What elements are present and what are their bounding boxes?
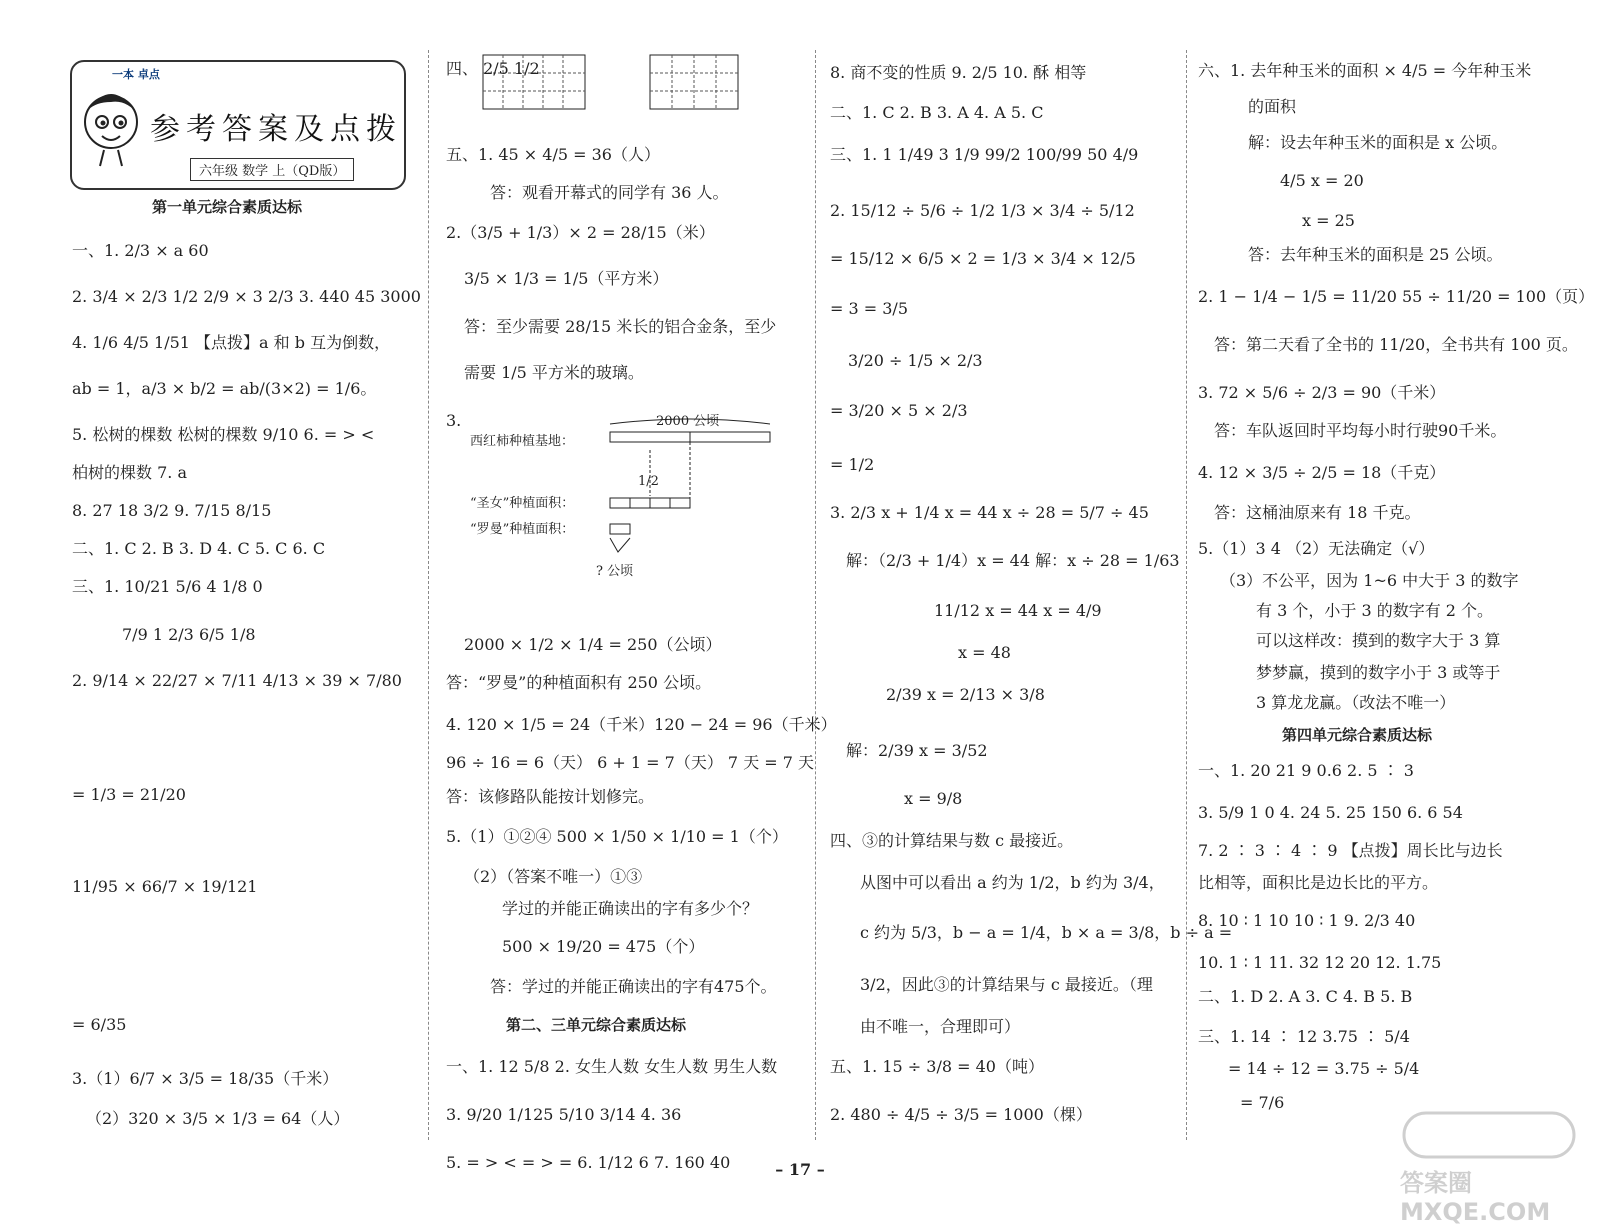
answer-line: 有 3 个，小于 3 的数字有 2 个。 bbox=[1256, 601, 1494, 620]
answer-line: = 14 ÷ 12 = 3.75 ÷ 5/4 bbox=[1228, 1059, 1420, 1078]
answer-line: 5. 松树的棵数 松树的棵数 9/10 6. = > < bbox=[72, 425, 375, 444]
answer-line: c 约为 5/3，b − a = 1/4，b × a = 3/8，b ÷ a = bbox=[860, 923, 1233, 942]
page-number: – 17 – bbox=[775, 1160, 825, 1179]
answer-line: 答：学过的并能正确读出的字有475个。 bbox=[490, 977, 777, 996]
answer-line: 3 算龙龙赢。（改法不唯一） bbox=[1256, 693, 1456, 712]
answer-line: = 7/6 bbox=[1240, 1093, 1285, 1112]
answer-line: 的面积 bbox=[1248, 97, 1297, 116]
answer-line: 8. 商不变的性质 9. 2/5 10. 酥 相等 bbox=[830, 63, 1087, 82]
diagram-half: 1/2 bbox=[638, 474, 659, 489]
answer-line: 4. 1/6 4/5 1/51 【点拨】a 和 b 互为倒数， bbox=[72, 333, 391, 352]
answer-line: x = 25 bbox=[1302, 211, 1355, 230]
watermark-badge-icon bbox=[1400, 1105, 1590, 1165]
answer-line: 解：（2/3 + 1/4）x = 44 解：x ÷ 28 = 1/63 bbox=[846, 551, 1180, 570]
answer-line: ab = 1，a/3 × b/2 = ab/(3×2) = 1/6。 bbox=[72, 379, 377, 398]
answer-line: 8. 27 18 3/2 9. 7/15 8/15 bbox=[72, 501, 272, 520]
answer-line: 4. 12 × 3/5 ÷ 2/5 = 18（千克） bbox=[1198, 463, 1446, 482]
answer-line: 需要 1/5 平方米的玻璃。 bbox=[464, 363, 644, 382]
answer-line: = 3 = 3/5 bbox=[830, 299, 908, 318]
answer-line: 答：这桶油原来有 18 千克。 bbox=[1214, 503, 1421, 522]
brand-logo: 一本 卓点 bbox=[112, 68, 160, 81]
answer-line: 3. 2/3 x + 1/4 x = 44 x ÷ 28 = 5/7 ÷ 45 bbox=[830, 503, 1149, 522]
answer-line: 三、1. 1 1/49 3 1/9 99/2 100/99 50 4/9 bbox=[830, 145, 1139, 164]
diagram-row-3: “罗曼”种植面积： bbox=[470, 522, 575, 537]
section-title: 第一单元综合素质达标 bbox=[152, 198, 303, 216]
answer-line: 3.（1）6/7 × 3/5 = 18/35（千米） bbox=[72, 1069, 339, 1088]
answer-line: 解：设去年种玉米的面积是 x 公顷。 bbox=[1248, 133, 1508, 152]
answer-line: 5.（1）①②④ 500 × 1/50 × 1/10 = 1（个） bbox=[446, 827, 788, 846]
answer-line: = 3/20 × 5 × 2/3 bbox=[830, 401, 968, 420]
column-3 bbox=[830, 50, 1233, 1140]
answer-line: 8. 10 ∶ 1 10 10 ∶ 1 9. 2/3 40 bbox=[1198, 911, 1416, 930]
answer-line: 3/5 × 1/3 = 1/5（平方米） bbox=[464, 269, 669, 288]
answer-line: 答：车队返回时平均每小时行驶90千米。 bbox=[1214, 421, 1507, 440]
answer-line: 4. 120 × 1/5 = 24（千米）120 − 24 = 96（千米） bbox=[446, 715, 837, 734]
answer-line: 2.（3/5 + 1/3）× 2 = 28/15（米） bbox=[446, 223, 715, 242]
answer-line: x = 9/8 bbox=[904, 789, 963, 808]
answer-line: = 6/35 bbox=[72, 1015, 127, 1034]
answer-line: 可以这样改：摸到的数字大于 3 算 bbox=[1256, 631, 1501, 650]
answer-line: 5.（1）3 4 （2）无法确定（√） bbox=[1198, 539, 1435, 558]
answer-line: 2/39 x = 2/13 × 3/8 bbox=[886, 685, 1045, 704]
answer-line: 4/5 x = 20 bbox=[1280, 171, 1364, 190]
banner-title: 参考答案及点拨 bbox=[150, 112, 402, 147]
answer-line: 答：第二天看了全书的 11/20，全书共有 100 页。 bbox=[1214, 335, 1578, 354]
answer-line: 7. 2 ∶ 3 ∶ 4 ∶ 9 【点拨】周长比与边长 bbox=[1198, 841, 1503, 860]
answer-line: = 1/3 = 21/20 bbox=[72, 785, 186, 804]
answer-line: （3）不公平，因为 1~6 中大于 3 的数字 bbox=[1220, 571, 1519, 590]
answer-line: 解：2/39 x = 3/52 bbox=[846, 741, 988, 760]
answer-line: 二、1. D 2. A 3. C 4. B 5. B bbox=[1198, 987, 1413, 1006]
diagram-total: 2000 公顷 bbox=[656, 414, 720, 429]
answer-line: 比相等，面积比是边长比的平方。 bbox=[1198, 873, 1439, 892]
answer-line: 学过的并能正确读出的字有多少个？ bbox=[502, 899, 759, 918]
column-4 bbox=[1198, 50, 1595, 1140]
section-title: 第四单元综合素质达标 bbox=[1282, 726, 1433, 744]
answer-line: 3/20 ÷ 1/5 × 2/3 bbox=[848, 351, 983, 370]
column-divider bbox=[1186, 50, 1187, 1140]
answer-line: 四、 2/5 1/2 bbox=[446, 59, 540, 78]
answer-line: 三、1. 14 ∶ 12 3.75 ∶ 5/4 bbox=[1198, 1027, 1410, 1046]
answer-line: 二、1. C 2. B 3. A 4. A 5. C bbox=[830, 103, 1044, 122]
answer-line: 答：观看开幕式的同学有 36 人。 bbox=[490, 183, 729, 202]
answer-line: 梦梦赢，摸到的数字小于 3 或等于 bbox=[1256, 663, 1501, 682]
answer-line: 答：“罗曼”的种植面积有 250 公顷。 bbox=[446, 673, 712, 692]
watermark-text: 答案圈 MXQE.COM bbox=[1400, 1169, 1551, 1226]
area-diagram bbox=[470, 410, 810, 600]
answer-line: 六、1. 去年种玉米的面积 × 4/5 = 今年种玉米 bbox=[1198, 61, 1532, 80]
answer-line: 从图中可以看出 a 约为 1/2，b 约为 3/4， bbox=[860, 873, 1165, 892]
answer-line: 答：至少需要 28/15 米长的铝合金条，至少 bbox=[464, 317, 777, 336]
answer-line: 2. 9/14 × 22/27 × 7/11 4/13 × 39 × 7/80 bbox=[72, 671, 402, 690]
answer-line: 5. = > < = > = 6. 1/12 6 7. 160 40 bbox=[446, 1153, 731, 1172]
diagram-row-1: 西红柿种植基地： bbox=[470, 434, 575, 449]
diagram-row-2: “圣女”种植面积： bbox=[470, 496, 575, 511]
answer-line: = 1/2 bbox=[830, 455, 875, 474]
banner-subtitle: 六年级 数学 上（QD版） bbox=[190, 158, 354, 181]
diagram-unknown: ? 公顷 bbox=[596, 564, 634, 579]
answer-line: 2. 3/4 × 2/3 1/2 2/9 × 3 2/3 3. 440 45 3000 bbox=[72, 287, 421, 306]
answer-line: 2. 480 ÷ 4/5 ÷ 3/5 = 1000（棵） bbox=[830, 1105, 1092, 1124]
answer-line: 一、1. 12 5/8 2. 女生人数 女生人数 男生人数 bbox=[446, 1057, 778, 1076]
answer-line: （2）320 × 3/5 × 1/3 = 64（人） bbox=[86, 1109, 350, 1128]
answer-line: 答：去年种玉米的面积是 25 公顷。 bbox=[1248, 245, 1503, 264]
answer-line: 7/9 1 2/3 6/5 1/8 bbox=[122, 625, 256, 644]
answer-line: 一、1. 20 21 9 0.6 2. 5 ∶ 3 bbox=[1198, 761, 1414, 780]
grid-figure-2 bbox=[591, 54, 739, 110]
answer-line: 11/95 × 66/7 × 19/121 bbox=[72, 877, 258, 896]
answer-line: 2. 1 − 1/4 − 1/5 = 11/20 55 ÷ 11/20 = 100（页） bbox=[1198, 287, 1595, 306]
answer-line: （2）（答案不唯一）①③ bbox=[464, 867, 643, 886]
answer-line: 四、③的计算结果与数 c 最接近。 bbox=[830, 831, 1074, 850]
answer-line: = 15/12 × 6/5 × 2 = 1/3 × 3/4 × 12/5 bbox=[830, 249, 1136, 268]
answer-line: 500 × 19/20 = 475（个） bbox=[502, 937, 705, 956]
answer-line: 柏树的棵数 7. a bbox=[72, 463, 187, 482]
column-1 bbox=[72, 50, 421, 1140]
section-title: 第二、三单元综合素质达标 bbox=[506, 1016, 687, 1034]
answer-line: 3. 72 × 5/6 ÷ 2/3 = 90（千米） bbox=[1198, 383, 1446, 402]
column-2 bbox=[446, 50, 837, 1172]
answer-line: 3. 9/20 1/125 5/10 3/14 4. 36 bbox=[446, 1105, 682, 1124]
answer-line: 3. 5/9 1 0 4. 24 5. 25 150 6. 6 54 bbox=[1198, 803, 1463, 822]
answer-line: 三、1. 10/21 5/6 4 1/8 0 bbox=[72, 577, 263, 596]
watermark bbox=[1400, 1105, 1590, 1226]
answer-line: 五、1. 45 × 4/5 = 36（人） bbox=[446, 145, 660, 164]
answer-line: 一、1. 2/3 × a 60 bbox=[72, 241, 209, 260]
answer-line: 3. bbox=[446, 411, 462, 430]
column-divider bbox=[428, 50, 429, 1140]
answer-line: 3/2，因此③的计算结果与 c 最接近。（理 bbox=[860, 975, 1153, 994]
answer-line: 由不唯一，合理即可） bbox=[860, 1017, 1021, 1036]
diagram-lines bbox=[470, 410, 810, 600]
answer-line: 二、1. C 2. B 3. D 4. C 5. C 6. C bbox=[72, 539, 326, 558]
column-divider bbox=[815, 50, 816, 1140]
answer-line: 2. 15/12 ÷ 5/6 ÷ 1/2 1/3 × 3/4 ÷ 5/12 bbox=[830, 201, 1135, 220]
answer-line: 五、1. 15 ÷ 3/8 = 40（吨） bbox=[830, 1057, 1044, 1076]
answer-line: 96 ÷ 16 = 6（天） 6 + 1 = 7（天） 7 天 = 7 天 bbox=[446, 753, 815, 772]
answer-line: 答：该修路队能按计划修完。 bbox=[446, 787, 655, 806]
answer-line: 10. 1 ∶ 1 11. 32 12 20 12. 1.75 bbox=[1198, 953, 1442, 972]
answer-line: x = 48 bbox=[958, 643, 1011, 662]
answer-line: 11/12 x = 44 x = 4/9 bbox=[934, 601, 1102, 620]
answer-line: 2000 × 1/2 × 1/4 = 250（公顷） bbox=[464, 635, 722, 654]
